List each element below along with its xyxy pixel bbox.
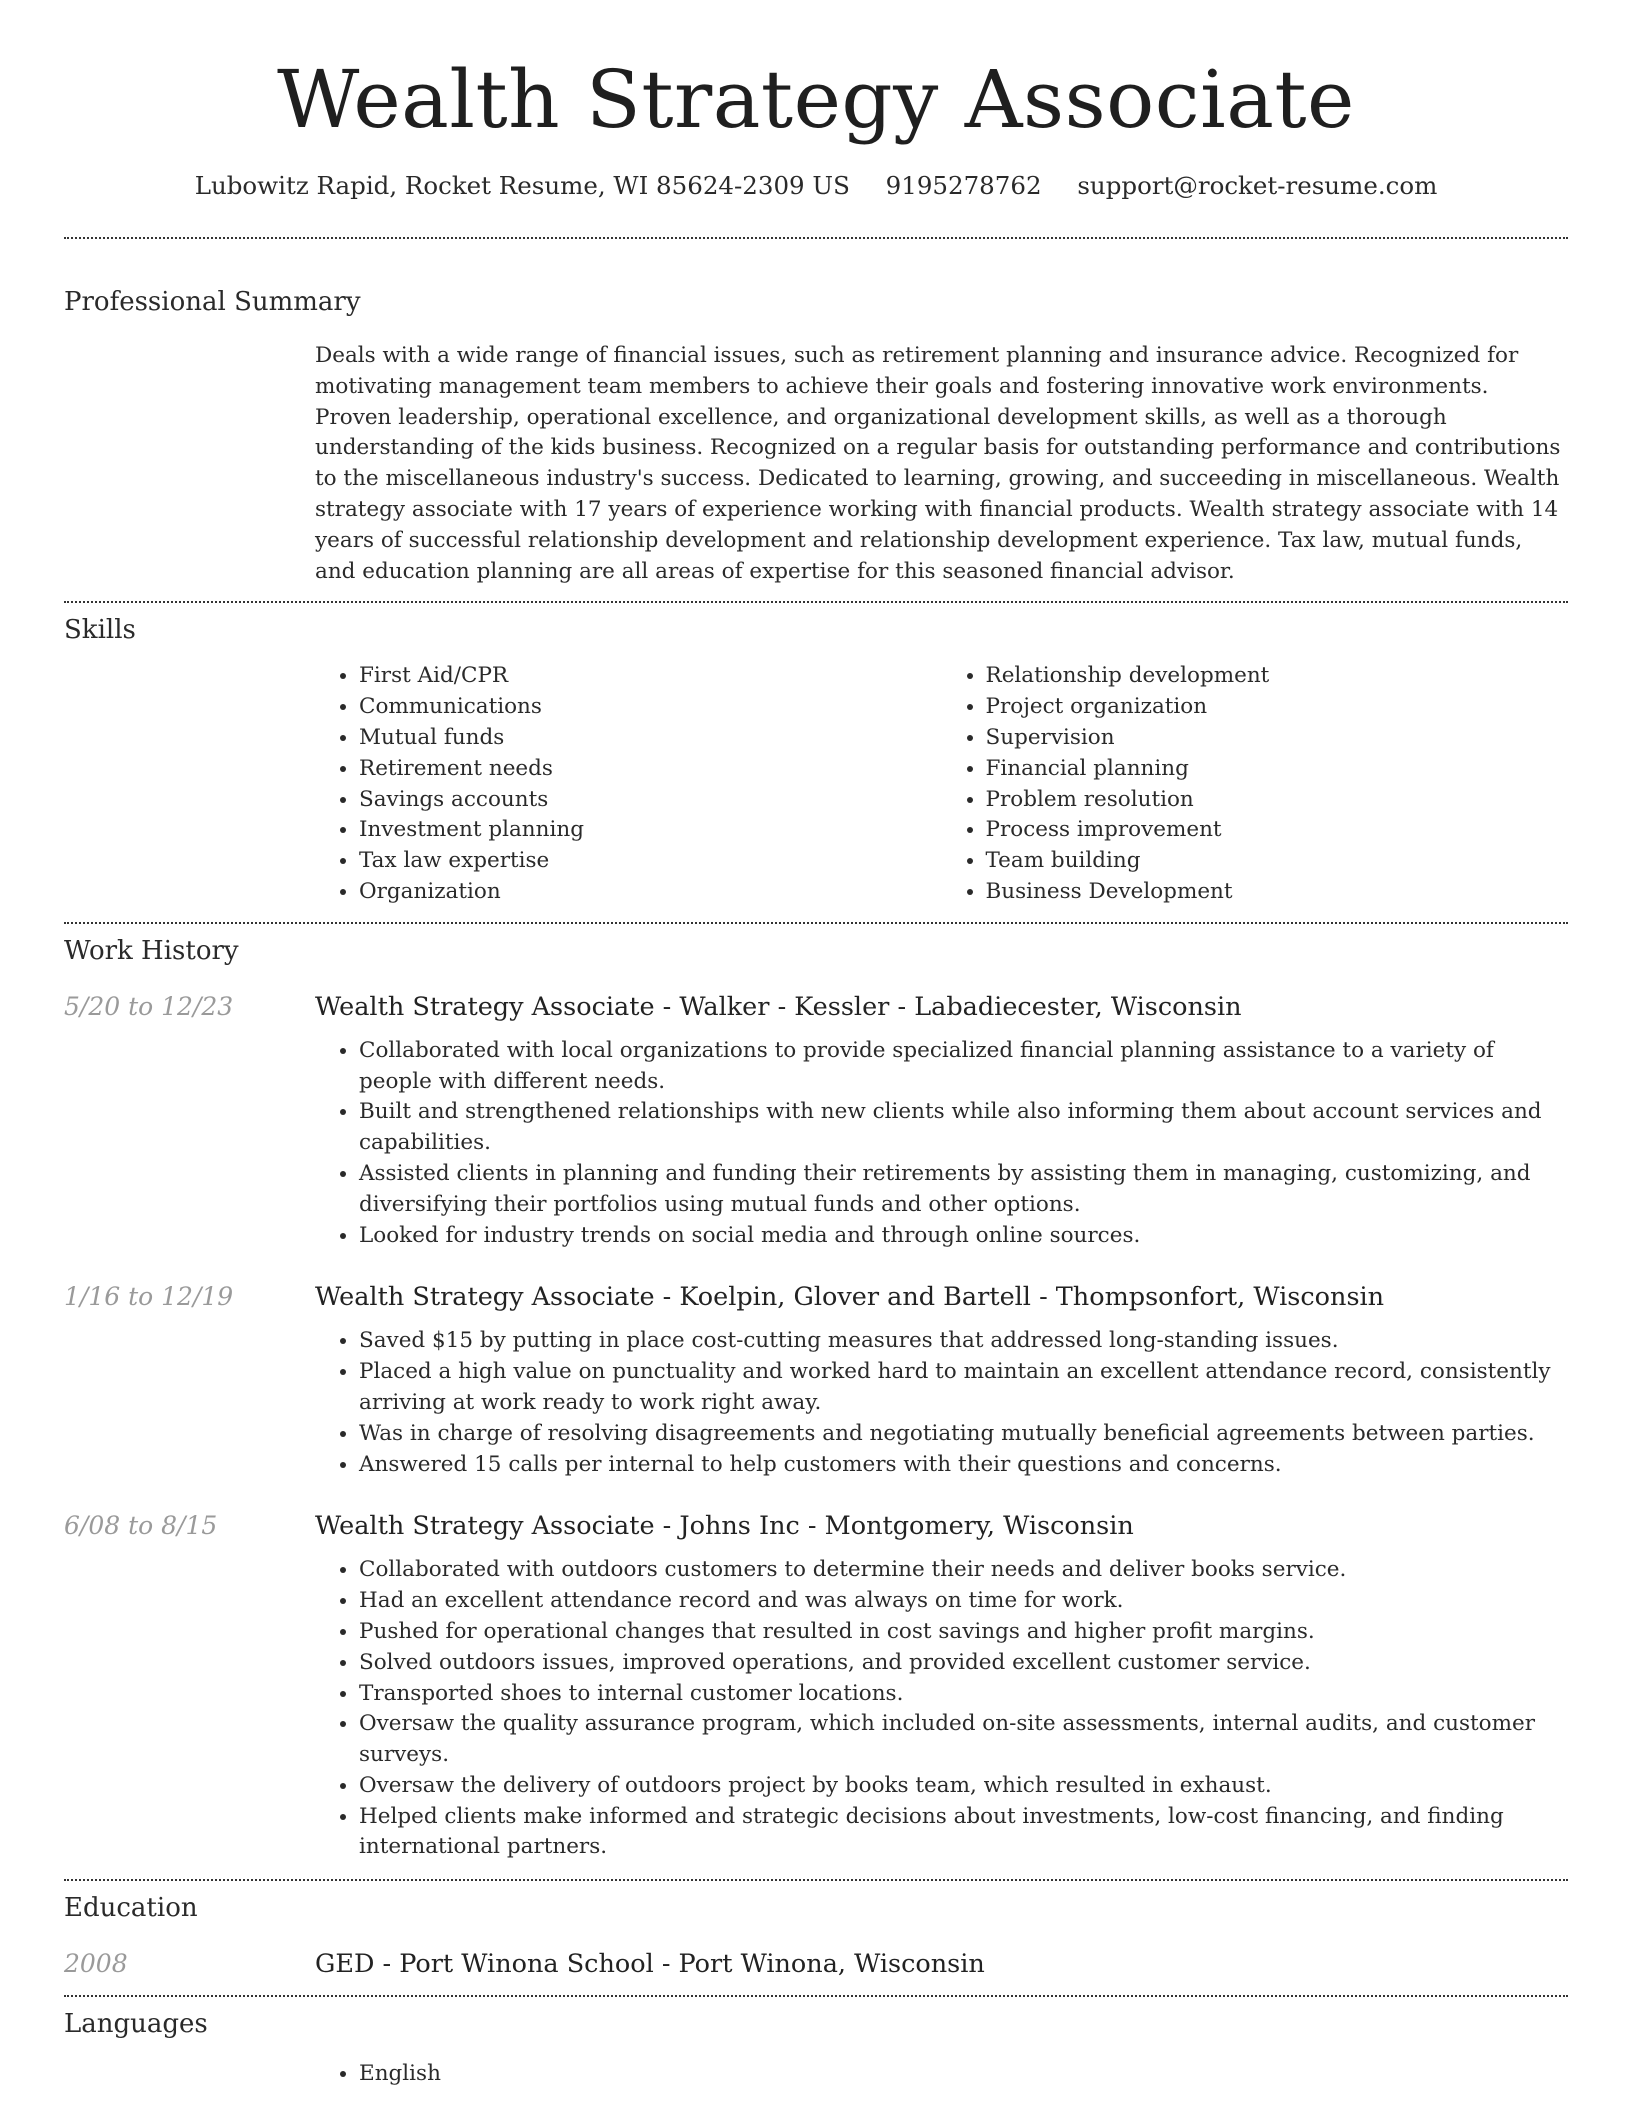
skills-list xyxy=(315,661,1568,907)
skill-item: • Relationship development xyxy=(986,661,1569,692)
job-bullet: • Placed a high value on punctuality and worked hard to maintain an excellent attendance record, consistently arriving at work ready to work right away. xyxy=(359,1357,1568,1419)
section-divider xyxy=(64,1995,1568,1997)
languages-heading: Languages xyxy=(64,2009,208,2040)
contact-line xyxy=(64,170,1568,202)
resume-page xyxy=(64,0,1568,2090)
job-bullet: • Transported shoes to internal customer locations. xyxy=(359,1679,1568,1710)
skill-item: • Mutual funds xyxy=(359,723,942,754)
job-bullet: • Collaborated with outdoors customers to determine their needs and deliver books service. xyxy=(359,1555,1568,1586)
contact-address: Lubowitz Rapid, Rocket Resume, WI 85624-2309 US xyxy=(194,171,850,200)
job-bullet: • Oversaw the quality assurance program, which included on-site assessments, internal audits, and customer surveys. xyxy=(359,1709,1568,1771)
job-bullet: • Built and strengthened relationships with new clients while also informing them about account services and capabilities. xyxy=(359,1097,1568,1159)
job-entry xyxy=(64,1509,1568,1863)
job-bullet: • Had an excellent attendance record and was always on time for work. xyxy=(359,1586,1568,1617)
candidate-name: Wealth Strategy Associate xyxy=(277,53,1355,146)
job-body xyxy=(315,1280,1568,1480)
job-bullet: • Answered 15 calls per internal to help customers with their questions and concerns. xyxy=(359,1450,1568,1481)
skills-column-right xyxy=(942,661,1569,907)
job-bullet: • Solved outdoors issues, improved operations, and provided excellent customer service. xyxy=(359,1648,1568,1679)
skill-item: • Financial planning xyxy=(986,754,1569,785)
job-bullet: • Was in charge of resolving disagreements and negotiating mutually beneficial agreements between parties. xyxy=(359,1419,1568,1450)
section-divider xyxy=(64,922,1568,924)
job-dates: 6/08 to 8/15 xyxy=(64,1511,218,1541)
job-bullet: • Saved $15 by putting in place cost-cutting measures that addressed long-standing issues. xyxy=(359,1326,1568,1357)
job-title: Wealth Strategy Associate - Johns Inc - Montgomery, Wisconsin xyxy=(315,1511,1134,1542)
job-bullets xyxy=(315,1555,1568,1863)
skill-item: • Team building xyxy=(986,846,1569,877)
job-bullets xyxy=(315,1326,1568,1480)
contact-phone: 9195278762 xyxy=(885,171,1042,200)
skills-heading: Skills xyxy=(64,615,136,646)
languages-list xyxy=(315,2059,1568,2090)
section-divider xyxy=(64,1879,1568,1881)
summary-text: Deals with a wide range of financial issues, such as retirement planning and insurance advice. Recognized for motivating management team members to achieve their goals and fostering innovative work environments. Proven leadership, operational excellence, and organizational development skills, as well as a thorough understanding of the kids business. Recognized on a regular basis for outstanding performance and contributions to the miscellaneous industry's success. Dedicated to learning, growing, and succeeding in miscellaneous. Wealth strategy associate with 17 years of experience working with financial products. Wealth strategy associate with 14 years of successful relationship development and relationship development experience. Tax law, mutual funds, and education planning are all areas of expertise for this seasoned financial advisor. xyxy=(315,343,1561,584)
section-divider xyxy=(64,601,1568,603)
skill-item: • Problem resolution xyxy=(986,785,1569,816)
job-bullets xyxy=(315,1036,1568,1252)
job-bullet: • Assisted clients in planning and funding their retirements by assisting them in managing, customizing, and diversifying their portfolios using mutual funds and other options. xyxy=(359,1159,1568,1221)
education-title: GED - Port Winona School - Port Winona, Wisconsin xyxy=(315,1949,985,1980)
job-entry xyxy=(64,1280,1568,1480)
job-bullet: • Oversaw the delivery of outdoors project by books team, which resulted in exhaust. xyxy=(359,1771,1568,1802)
skill-item: • Process improvement xyxy=(986,815,1569,846)
skill-item: • Supervision xyxy=(986,723,1569,754)
job-bullet: • Pushed for operational changes that resulted in cost savings and higher profit margins. xyxy=(359,1617,1568,1648)
job-bullet: • Looked for industry trends on social media and through online sources. xyxy=(359,1221,1568,1252)
education-year: 2008 xyxy=(64,1949,128,1979)
education-heading: Education xyxy=(64,1893,198,1924)
skill-item: • Business Development xyxy=(986,877,1569,908)
work-heading: Work History xyxy=(64,935,239,966)
job-bullet: • Collaborated with local organizations to provide specialized financial planning assistance to a variety of people with different needs. xyxy=(359,1036,1568,1098)
skill-item: • Investment planning xyxy=(359,815,942,846)
job-entry xyxy=(64,990,1568,1252)
skill-item: • Communications xyxy=(359,692,942,723)
contact-email[interactable]: support@rocket-resume.com xyxy=(1077,171,1438,200)
summary-heading: Professional Summary xyxy=(64,287,361,317)
skill-item: • Savings accounts xyxy=(359,785,942,816)
skill-item: • Retirement needs xyxy=(359,754,942,785)
skill-item: • Organization xyxy=(359,877,942,908)
skill-item: • Project organization xyxy=(986,692,1569,723)
section-divider xyxy=(64,237,1568,239)
skill-item: • Tax law expertise xyxy=(359,846,942,877)
education-entry xyxy=(64,1947,1568,1981)
job-body xyxy=(315,990,1568,1252)
job-dates: 1/16 to 12/19 xyxy=(64,1282,234,1312)
job-body xyxy=(315,1509,1568,1863)
job-title: Wealth Strategy Associate - Walker - Kessler - Labadiecester, Wisconsin xyxy=(315,991,1242,1022)
job-bullet: • Helped clients make informed and strategic decisions about investments, low-cost financing, and finding international partners. xyxy=(359,1802,1568,1864)
skills-column-left xyxy=(315,661,942,907)
skill-item: • First Aid/CPR xyxy=(359,661,942,692)
job-dates: 5/20 to 12/23 xyxy=(64,991,234,1021)
education-body xyxy=(315,1947,1568,1981)
job-title: Wealth Strategy Associate - Koelpin, Glover and Bartell - Thompsonfort, Wisconsin xyxy=(315,1282,1385,1313)
language-item: • English xyxy=(359,2059,1568,2090)
languages-bullets xyxy=(315,2059,1568,2090)
